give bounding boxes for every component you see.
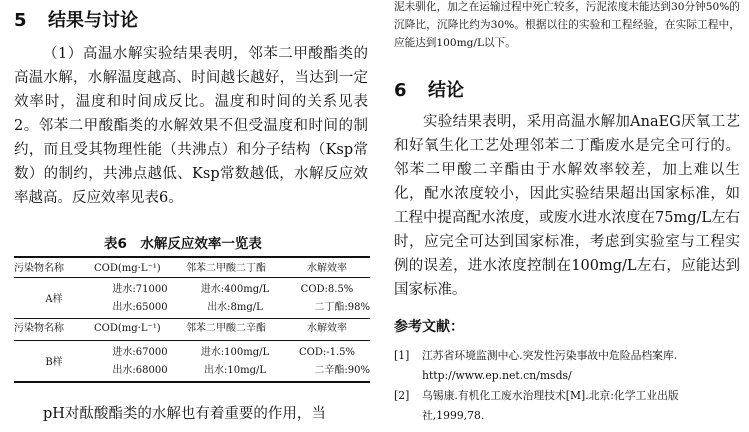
reference-text-cont: 社,1999,78. (422, 409, 485, 422)
header-cell: 邻苯二甲酸二丁酯 (186, 262, 266, 274)
table-cell: 二辛酯:90% (314, 365, 370, 376)
references-heading: 参考文献： (394, 319, 464, 335)
reference-text: 乌锡康.有机化工废水治理技术[M].北京:化学工业出版 (422, 389, 679, 402)
table-cell: 出水:8mg/L (207, 302, 263, 313)
header-cell: 水解效率 (307, 323, 347, 334)
table-top-rule (14, 256, 370, 258)
table-header-row (14, 260, 370, 277)
header-cell: 邻苯二甲酸二辛酯 (186, 323, 266, 334)
table-cell: 出水:65000 (112, 302, 168, 313)
header-cell: 污染物名称 (14, 262, 64, 274)
sample-name: B样 (45, 356, 63, 368)
sludge-paragraph: 泥未驯化，加之在运输过程中死亡较多，污泥浓度未能达到30分钟50%的沉降比，沉降比约为30%。根据以往的实验和工程经验，在实际工程中，应能达到100mg/L以下。 (394, 1, 740, 49)
section-title: 结果与讨论 (48, 10, 138, 31)
table-cell: 进水:100mg/L (200, 346, 270, 358)
table-header-row (14, 318, 370, 340)
section-heading-6 (394, 76, 464, 102)
table-bottom-rule (14, 381, 370, 383)
table-cell: 出水:10mg/L (204, 365, 266, 376)
table-row (14, 277, 370, 298)
table-row (14, 340, 370, 361)
header-cell: 污染物名称 (14, 323, 64, 334)
section-number: 5 (14, 10, 27, 31)
header-cell: COD(mg·L⁻¹) (94, 323, 161, 334)
table-cell: COD:8.5% (300, 283, 354, 295)
header-cell: COD(mg·L⁻¹) (94, 262, 161, 274)
section-number: 6 (394, 80, 407, 101)
section-title: 结论 (428, 80, 464, 101)
table-caption: 表6 水解反应效率一览表 (104, 236, 262, 252)
table-cell: 进水:67000 (112, 346, 168, 358)
reference-index: [2] (394, 389, 410, 402)
reference-text: 江苏省环境监测中心.突发性污染事故中危险品档案库. (422, 349, 678, 362)
section-heading-5 (14, 6, 138, 32)
table-cell: 出水:68000 (112, 365, 168, 376)
table-cell: 进水:71000 (112, 283, 168, 295)
sample-name: A样 (45, 293, 63, 305)
table-cell: COD:-1.5% (298, 346, 356, 358)
efficiency-table (14, 260, 370, 381)
ph-paragraph: pH对酞酸酯类的水解也有着重要的作用，当 (43, 406, 326, 422)
table-cell: 进水:400mg/L (200, 283, 270, 295)
results-paragraph: （1）高温水解实验结果表明，邻苯二甲酸酯类的高温水解，水解温度越高、时间越长越好，当达到一定效率时，温度和时间成反比。温度和时间的关系见表2。邻苯二甲酸酯类的水解效果不但受温度和时间的制约，而且受其物理性能（共沸点）和分子结构（Ksp常数）的制约，共沸点越低、Ksp常数越低，水解反应效率越高。反应效率见表6。 (14, 46, 368, 206)
reference-index: [1] (394, 349, 410, 362)
conclusion-paragraph: 实验结果表明，采用高温水解加AnaEG厌氧工艺和好氧生化工艺处理邻苯二丁酯废水是完全可行的。邻苯二甲酸二辛酯由于水解效率较差，加上难以生化，配水浓度较小，因此实验结果超出国家标准，如工程中提高配水浓度，或废水进水浓度在75mg/L左右时，应完全可达到国家标准，考虑到实验室与工程实例的误差，进水浓度控制在100mg/L左右，应能达到国家标准。 (394, 114, 740, 298)
reference-item (394, 386, 679, 426)
table-cell: 二丁酯:98% (314, 302, 370, 313)
reference-url[interactable]: http://www.ep.net.cn/msds/ (422, 369, 572, 382)
reference-item (394, 346, 677, 386)
header-cell: 水解效率 (307, 262, 347, 274)
